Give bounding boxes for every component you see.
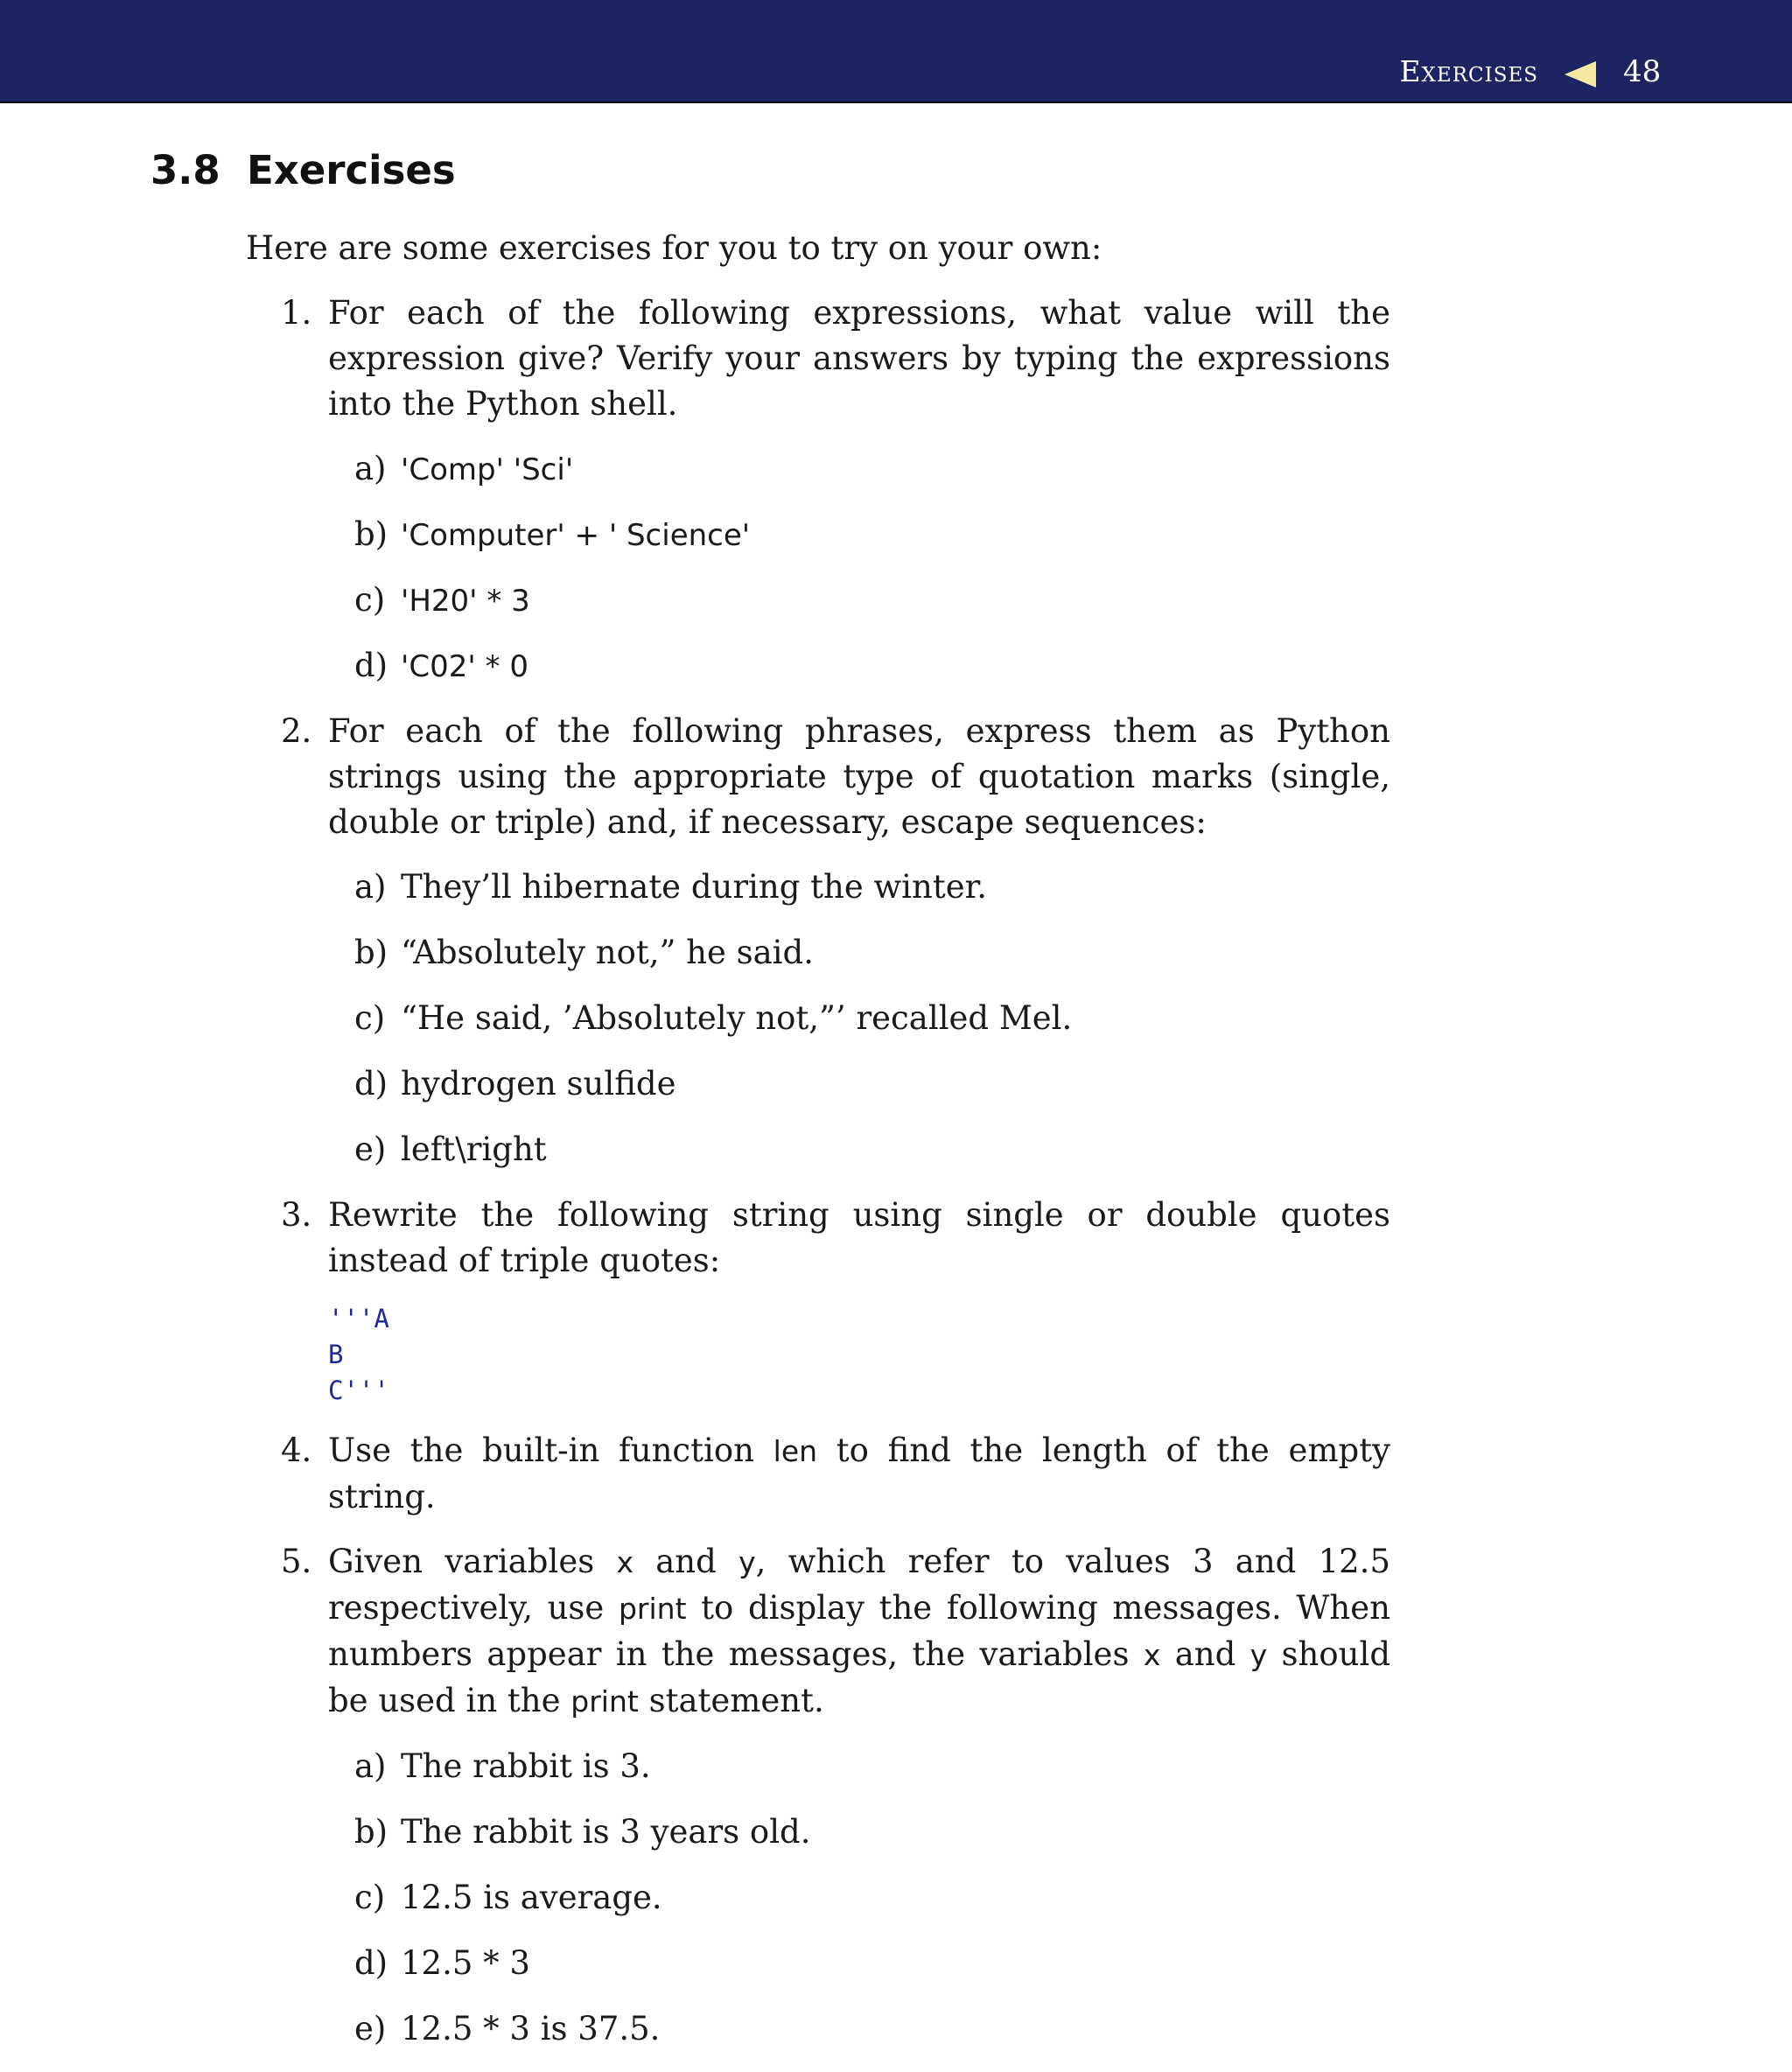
item-label: b) <box>354 934 388 971</box>
sub-list <box>328 446 1390 689</box>
item-label: c) <box>354 999 386 1037</box>
text-fragment: Given variables <box>328 1543 617 1580</box>
exercise-text: Rewrite the following string using single or double quotes instead of triple quotes: <box>328 1196 1390 1279</box>
item-label: e) <box>354 1130 387 1168</box>
exercise-number: 5. <box>281 1543 312 1580</box>
item-label: d) <box>354 1065 388 1102</box>
item-text: 12.5 * 3 is 37.5. <box>401 2010 661 2048</box>
list-item <box>328 1810 1390 1855</box>
item-text: 'Comp' 'Sci' <box>401 452 574 487</box>
item-text: They’ll hibernate during the winter. <box>401 868 987 906</box>
item-label: a) <box>354 868 387 906</box>
exercise-number: 2. <box>281 712 312 750</box>
item-label: d) <box>354 647 388 684</box>
exercise-1 <box>246 290 1390 689</box>
item-label: a) <box>354 1747 387 1785</box>
item-text: The rabbit is 3. <box>401 1747 651 1785</box>
list-item <box>328 1941 1390 1986</box>
list-item <box>328 864 1390 910</box>
list-item <box>328 1127 1390 1172</box>
item-text: The rabbit is 3 years old. <box>401 1813 811 1851</box>
section-heading <box>150 147 456 193</box>
inline-code: x <box>616 1545 634 1579</box>
text-fragment: to find the length of the empty string. <box>328 1432 1390 1516</box>
exercise-text <box>328 1428 1390 1520</box>
text-fragment: to display the following messages. When numbers appear in the messages, the variables <box>328 1589 1390 1673</box>
exercise-4 <box>246 1428 1390 1520</box>
inline-code: x <box>1143 1638 1161 1672</box>
inline-code: len <box>773 1434 818 1468</box>
item-text: 'H20' * 3 <box>401 584 530 619</box>
exercise-number: 1. <box>281 294 312 332</box>
item-text: 12.5 is average. <box>401 1879 662 1916</box>
exercise-5 <box>246 1539 1390 2052</box>
text-fragment: Use the built-in function <box>328 1432 774 1469</box>
item-text: “He said, ’Absolutely not,”’ recalled Mel. <box>401 999 1073 1037</box>
item-label: d) <box>354 1944 388 1982</box>
exercise-content <box>246 226 1390 2072</box>
text-fragment: statement. <box>638 1682 824 1719</box>
list-item <box>328 1875 1390 1921</box>
item-text: 12.5 * 3 <box>401 1944 530 1982</box>
list-item <box>328 1061 1390 1107</box>
text-fragment: , which refer to values 3 and 12.5 respectively, use <box>328 1543 1390 1627</box>
inline-code: print <box>618 1592 687 1626</box>
list-item <box>328 1744 1390 1789</box>
section-title: Exercises <box>247 147 456 193</box>
item-text: 'Computer' + ' Science' <box>401 518 751 553</box>
item-label: b) <box>354 515 388 553</box>
sub-list <box>328 864 1390 1172</box>
section-number: 3.8 <box>150 147 220 193</box>
inline-code: print <box>570 1684 639 1718</box>
item-label: b) <box>354 1813 388 1851</box>
list-item <box>328 446 1390 492</box>
list-item <box>328 578 1390 623</box>
code-block: '''A B C''' <box>328 1304 389 1405</box>
exercise-number: 3. <box>281 1196 312 1234</box>
previous-page-arrow-icon[interactable] <box>1564 61 1596 88</box>
running-header-title: Exercises <box>1399 54 1538 88</box>
item-text: hydrogen sulfide <box>401 1065 676 1102</box>
item-text: 'C02' * 0 <box>401 649 528 684</box>
item-label: e) <box>354 2010 387 2048</box>
exercise-3 <box>246 1193 1390 1409</box>
text-fragment: and <box>634 1543 739 1580</box>
list-item <box>328 512 1390 557</box>
list-item <box>328 643 1390 689</box>
exercise-2 <box>246 709 1390 1172</box>
exercise-number: 4. <box>281 1432 312 1469</box>
item-text: “Absolutely not,” he said. <box>401 934 814 971</box>
exercise-text: For each of the following expressions, what value will the expression give? Verify your answers by typing the expressions into the Python shell. <box>328 294 1390 423</box>
item-text: left\right <box>401 1130 547 1168</box>
exercise-text <box>328 1539 1390 1725</box>
page-number: 48 <box>1623 54 1662 89</box>
list-item <box>328 930 1390 976</box>
text-fragment: and <box>1160 1635 1250 1673</box>
item-label: a) <box>354 450 387 487</box>
list-item <box>328 996 1390 1041</box>
exercise-text: For each of the following phrases, express them as Python strings using the appropriate type of quotation marks (single, double or triple) and, if necessary, escape sequences: <box>328 712 1390 841</box>
intro-paragraph: Here are some exercises for you to try on your own: <box>246 229 1102 267</box>
item-label: c) <box>354 581 386 619</box>
inline-code: y <box>738 1545 756 1579</box>
inline-code: y <box>1250 1638 1268 1672</box>
list-item <box>328 2006 1390 2052</box>
header-bar <box>0 0 1792 103</box>
item-label: c) <box>354 1879 386 1916</box>
text-fragment: should be used in the <box>328 1635 1390 1719</box>
sub-list <box>328 1744 1390 2052</box>
